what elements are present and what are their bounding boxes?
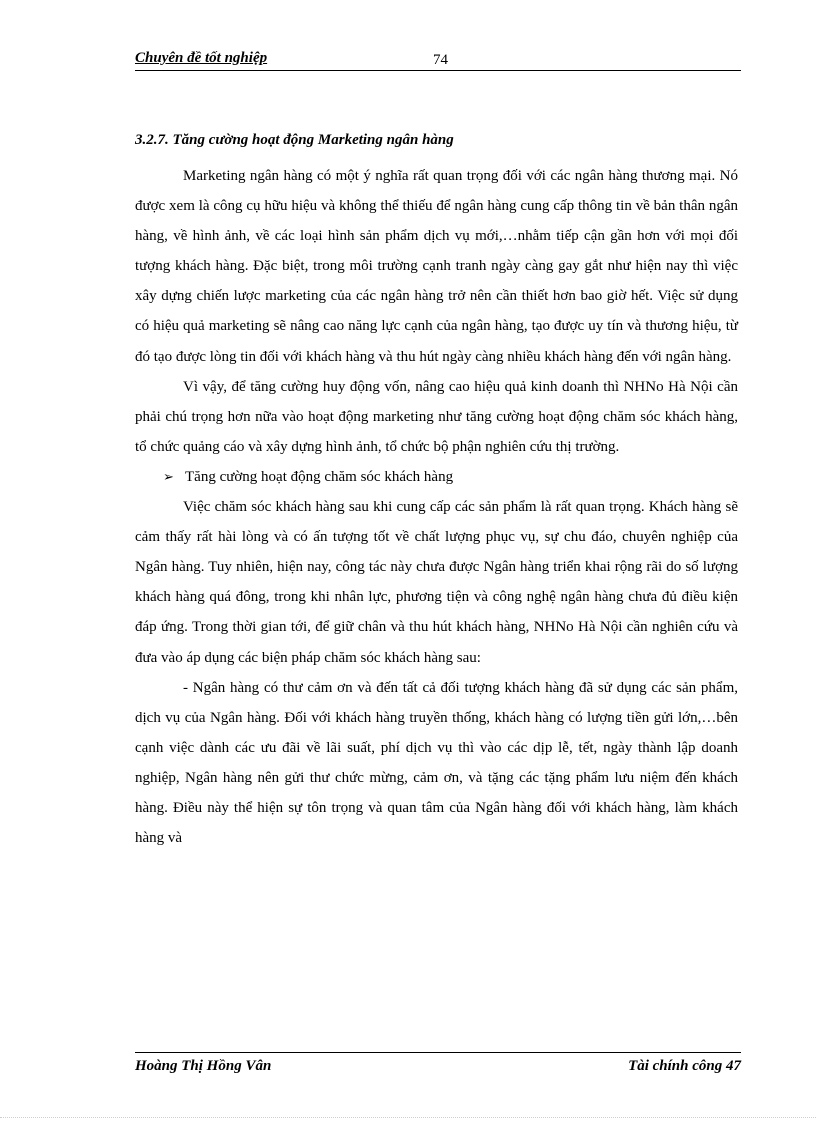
page-bottom-divider [0,1117,816,1118]
paragraph-customer-care: Việc chăm sóc khách hàng sau khi cung cấp các sản phẩm là rất quan trọng. Khách hàng sẽ cảm thấy rất hài lòng và có ấn tượng tốt về chất lượng phục vụ, sự chu đáo, chuyên nghiệp của Ngân hàng. Tuy nhiên, hiện nay, công tác này chưa được Ngân hàng triển khai rộng rãi do số lượng khách hàng quá đông, trong khi nhân lực, phương tiện và công nghệ ngân hàng chưa đủ điều kiện đáp ứng. Trong thời gian tới, để giữ chân và thu hút khách hàng, NHNo Hà Nội cần nghiên cứu và đưa vào áp dụng các biện pháp chăm sóc khách hàng sau: [135,499,738,666]
arrow-bullet-icon: ➢ [163,468,174,484]
body-text [135,161,738,853]
page-footer [135,1052,741,1079]
bullet-text: Tăng cường hoạt động chăm sóc khách hàng [185,468,454,485]
header-title: Chuyên đề tốt nghiệp [135,50,268,66]
paragraph-marketing-importance: Marketing ngân hàng có một ý nghĩa rất quan trọng đối với các ngân hàng thương mại. Nó được xem là công cụ hữu hiệu và không thể thiếu để ngân hàng cung cấp thông tin về bản thân ngân hàng, về hình ảnh, về các loại hình sản phẩm dịch vụ mới,…nhằm tiếp cận gần hơn với mọi đối tượng khách hàng. Đặc biệt, trong môi trường cạnh tranh ngày càng gay gắt như hiện nay thì việc xây dựng chiến lược marketing của các ngân hàng trở nên cần thiết hơn bao giờ hết. Việc sử dụng có hiệu quả marketing sẽ nâng cao năng lực cạnh của ngân hàng, tạo được uy tín và thương hiệu, từ đó tạo được lòng tin đối với khách hàng và thu hút ngày càng nhiều khách hàng đến với ngân hàng. [135,168,738,365]
paragraph-thank-you-letters: - Ngân hàng có thư cảm ơn và đến tất cả đối tượng khách hàng đã sử dụng các sản phẩm, dịch vụ của Ngân hàng. Đối với khách hàng truyền thống, khách hàng có lượng tiền gửi lớn,…bên cạnh việc dành các ưu đãi về lãi suất, phí dịch vụ thì vào các dịp lễ, tết, ngày thành lập doanh nghiệp, Ngân hàng nên gửi thư chức mừng, cảm ơn, và tặng các tặng phẩm lưu niệm đến khách hàng. Điều này thể hiện sự tôn trọng và quan tâm của Ngân hàng đối với khách hàng, làm khách hàng và [135,679,738,847]
footer-course: Tài chính công 47 [628,1058,741,1074]
footer-author: Hoàng Thị Hồng Vân [135,1058,272,1074]
page-header [135,48,741,71]
section-heading: 3.2.7. Tăng cường hoạt động Marketing ngân hàng [135,132,454,148]
page-number: 74 [433,52,448,68]
bullet-item [135,462,738,492]
paragraph-recommendation: Vì vậy, để tăng cường huy động vốn, nâng cao hiệu quả kinh doanh thì NHNo Hà Nội cần phải chú trọng hơn nữa vào hoạt động marketing như tăng cường hoạt động chăm sóc khách hàng, tổ chức quảng cáo và xây dựng hình ảnh, tổ chức bộ phận nghiên cứu thị trường. [135,378,738,455]
